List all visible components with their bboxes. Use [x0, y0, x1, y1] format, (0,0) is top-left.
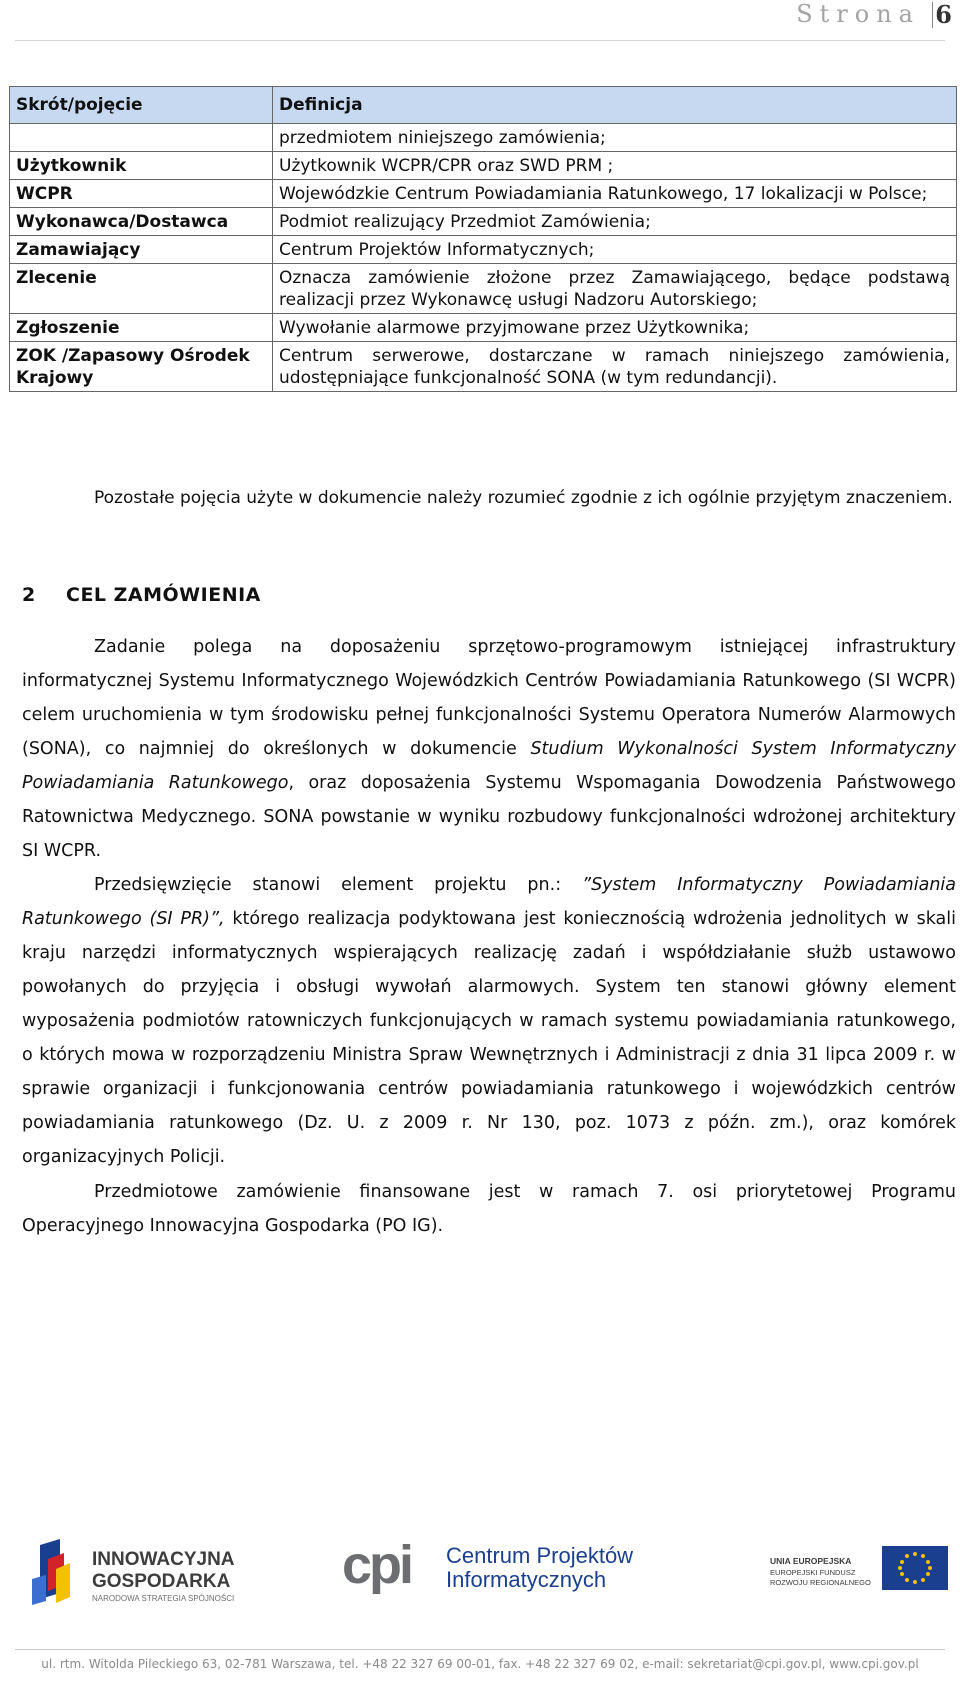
table-row	[10, 342, 957, 392]
cpi-logo	[342, 1537, 672, 1597]
logo-cpi-mark: cpi	[342, 1537, 412, 1595]
paragraph-text: , oraz doposażenia Systemu Wspomagania Dowodzenia Państwowego Ratownictwa Medycznego. SONA powstanie w wyniku rozbudowy funkcjonalności wdrożonej architektury SI WCPR.	[22, 773, 956, 861]
definition-cell: Podmiot realizujący Przedmiot Zamówienia;	[273, 208, 957, 236]
table-row	[10, 180, 957, 208]
term-cell: WCPR	[10, 180, 273, 208]
paragraph-funding	[22, 1175, 956, 1243]
header-separator	[932, 2, 933, 28]
definition-cell: przedmiotem niniejszego zamówienia;	[273, 124, 957, 152]
definition-cell: Wywołanie alarmowe przyjmowane przez Użytkownika;	[273, 314, 957, 342]
term-cell: Zgłoszenie	[10, 314, 273, 342]
header-rule	[15, 40, 945, 41]
table-row	[10, 264, 957, 314]
term-cell: Zamawiający	[10, 236, 273, 264]
term-cell	[10, 124, 273, 152]
definition-cell: Oznacza zamówienie złożone przez Zamawiającego, będące podstawą realizacji przez Wykonawcę usługi Nadzoru Autorskiego;	[273, 264, 957, 314]
logo-ig-line1: INNOWACYJNA	[92, 1549, 235, 1570]
paragraph-goal	[22, 630, 956, 868]
table-row	[10, 314, 957, 342]
term-cell: Zlecenie	[10, 264, 273, 314]
section-number: 2	[22, 584, 36, 606]
header-term: Skrót/pojęcie	[10, 87, 273, 124]
table-header-row	[10, 87, 957, 124]
footer-logos	[0, 1535, 960, 1635]
terms-note-text: Pozostałe pojęcia użyte w dokumencie należy rozumieć zgodnie z ich ogólnie przyjętym znaczeniem.	[94, 488, 953, 508]
logo-ig-line2: GOSPODARKA	[92, 1571, 231, 1592]
table-row	[10, 236, 957, 264]
footer-rule	[15, 1649, 945, 1650]
innowacyjna-gospodarka-logo	[26, 1535, 256, 1610]
paragraph-text: Przedmiotowe zamówienie finansowane jest w ramach 7. osi priorytetowej Programu Operacyjnego Innowacyjna Gospodarka (PO IG).	[22, 1182, 956, 1236]
project-name: ”System Informatyczny Powiadamiania Ratunkowego (SI PR)”,	[22, 875, 956, 929]
paragraph-project	[22, 868, 956, 1174]
logo-cpi-line2: Informatycznych	[446, 1567, 607, 1592]
page-label: Strona	[796, 0, 920, 28]
term-cell: Wykonawca/Dostawca	[10, 208, 273, 236]
paragraph-text: Przedsięwzięcie stanowi element projektu pn.:	[94, 875, 582, 895]
eu-flag-logo	[770, 1540, 950, 1600]
logo-ue-line3: ROZWOJU REGIONALNEGO	[770, 1578, 871, 1587]
logo-ue-line1: UNIA EUROPEJSKA	[770, 1556, 852, 1566]
definition-cell: Centrum Projektów Informatycznych;	[273, 236, 957, 264]
paragraph-text: Zadanie polega na doposażeniu sprzętowo-programowym istniejącej infrastruktury informatycznej Systemu Informatycznego Wojewódzkich Centrów Powiadamiania Ratunkowego (SI WCPR) celem uruchomienia w tym środowisku pełnej funkcjonalności Systemu Operatora Numerów Alarmowych (SONA), co najmniej do określonych w dokumencie	[22, 637, 956, 759]
table-row	[10, 152, 957, 180]
header-definition: Definicja	[273, 87, 957, 124]
table-row	[10, 208, 957, 236]
logo-ig-line3: NARODOWA STRATEGIA SPÓJNOŚCI	[92, 1594, 235, 1603]
footer-address: ul. rtm. Witolda Pileckiego 63, 02-781 Warszawa, tel. +48 22 327 69 00-01, fax. +48 22 327 69 02, e-mail: sekretariat@cpi.gov.pl, www.cpi.gov.pl	[41, 1657, 919, 1671]
page-header	[0, 0, 960, 40]
logo-ue-line2: EUROPEJSKI FUNDUSZ	[770, 1568, 856, 1577]
term-cell: ZOK /Zapasowy Ośrodek Krajowy	[10, 342, 273, 392]
term-cell: Użytkownik	[10, 152, 273, 180]
section-heading	[22, 584, 261, 606]
page-number: 6	[935, 0, 952, 29]
study-title: Studium Wykonalności System Informatyczny Powiadamiania Ratunkowego	[22, 739, 956, 793]
definitions-table	[9, 86, 957, 392]
section-title: CEL ZAMÓWIENIA	[66, 584, 261, 606]
logo-cpi-line1: Centrum Projektów	[446, 1543, 634, 1568]
definition-cell: Użytkownik WCPR/CPR oraz SWD PRM ;	[273, 152, 957, 180]
terms-note	[22, 484, 956, 512]
definition-cell: Wojewódzkie Centrum Powiadamiania Ratunkowego, 17 lokalizacji w Polsce;	[273, 180, 957, 208]
paragraph-text: którego realizacja podyktowana jest koniecznością wdrożenia jednolitych w skali kraju narzędzi informatycznych wspierających realizację zadań i współdziałanie służb ustawowo powołanych do przyjęcia i obsługi wywołań alarmowych. System ten stanowi główny element wyposażenia podmiotów ratowniczych funkcjonujących w ramach systemu powiadamiania ratunkowego, o których mowa w rozporządzeniu Ministra Spraw Wewnętrznych i Administracji z dnia 31 lipca 2009 r. w sprawie organizacji i funkcjonowania centrów powiadamiania ratunkowego i wojewódzkich centrów powiadamiania ratunkowego (Dz. U. z 2009 r. Nr 130, poz. 1073 z późn. zm.), oraz komórek organizacyjnych Policji.	[22, 909, 956, 1167]
definition-cell: Centrum serwerowe, dostarczane w ramach niniejszego zamówienia, udostępniające funkcjonalność SONA (w tym redundancji).	[273, 342, 957, 392]
table-row	[10, 124, 957, 152]
